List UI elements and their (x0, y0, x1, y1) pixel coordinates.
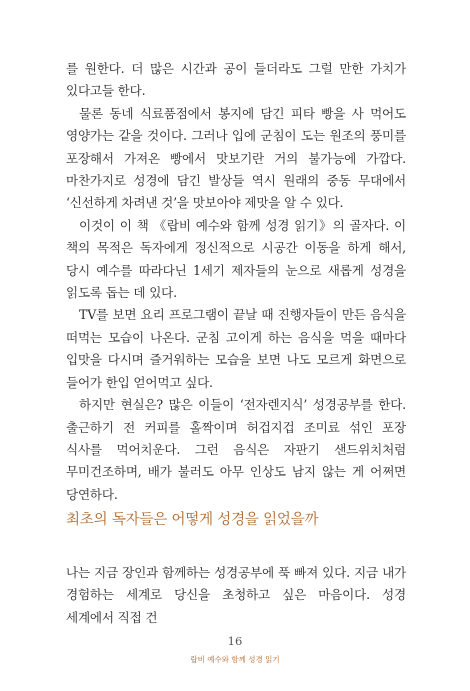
paragraph-section-intro: 나는 지금 장인과 함께하는 성경공부에 푹 빠져 있다. 지금 내가 경험하는 세계로 당신을 초청하고 싶은 마음이다. 성경 세계에서 직접 건 (66, 565, 406, 625)
paragraph-reality: 하지만 현실은? 많은 이들이 ‘전자렌지식’ 성경공부를 한다. 출근하기 전 커피를 홀짝이며 허겁지겁 조미료 섞인 포장 식사를 먹어치운다. 그런 음식은 자판기 샌드위치처럼 무미건조하며, 배가 불러도 아무 인상도 남지 않는 게 어쩌면 당연하다. (66, 397, 406, 502)
body-text (66, 58, 406, 506)
section-body (66, 562, 406, 629)
paragraph-continuation: 를 원한다. 더 많은 시간과 공이 들더라도 그럴 만한 가치가 있다고들 한다. (66, 61, 406, 99)
page-number: 16 (227, 634, 243, 648)
section-heading: 최초의 독자들은 어떻게 성경을 읽었을까 (66, 512, 319, 528)
running-footer-title: 랍비 예수와 함께 성경 읽기 (190, 655, 280, 664)
paragraph-book-purpose: 이것이 이 책 《랍비 예수와 함께 성경 읽기》의 골자다. 이 책의 목적은 독자에게 정신적으로 시공간 이동을 하게 해서, 당시 예수를 따라다닌 1세기 제자들의 눈으로 새롭게 성경을 읽도록 돕는 데 있다. (66, 217, 406, 301)
paragraph-cooking-show: TV를 보면 요리 프로그램이 끝날 때 진행자들이 만든 음식을 떠먹는 모습이 나온다. 군침 고이게 하는 음식을 먹을 때마다 입맛을 다시며 즐거워하는 모습을 보면 나도 모르게 화면으로 들어가 한입 얻어먹고 싶다. (66, 307, 406, 390)
paragraph-pita-bread: 물론 동네 식료품점에서 봉지에 담긴 피타 빵을 사 먹어도 영양가는 같을 것이다. 그러나 입에 군침이 도는 원조의 풍미를 포장해서 가져온 빵에서 맛보기란 거의 불가능에 가깝다. 마찬가지로 성경에 담긴 발상들 역시 원래의 중동 무대에서 ‘신선하게 차려낸 것’을 맛보아야 제맛을 알 수 있다. (66, 105, 406, 211)
